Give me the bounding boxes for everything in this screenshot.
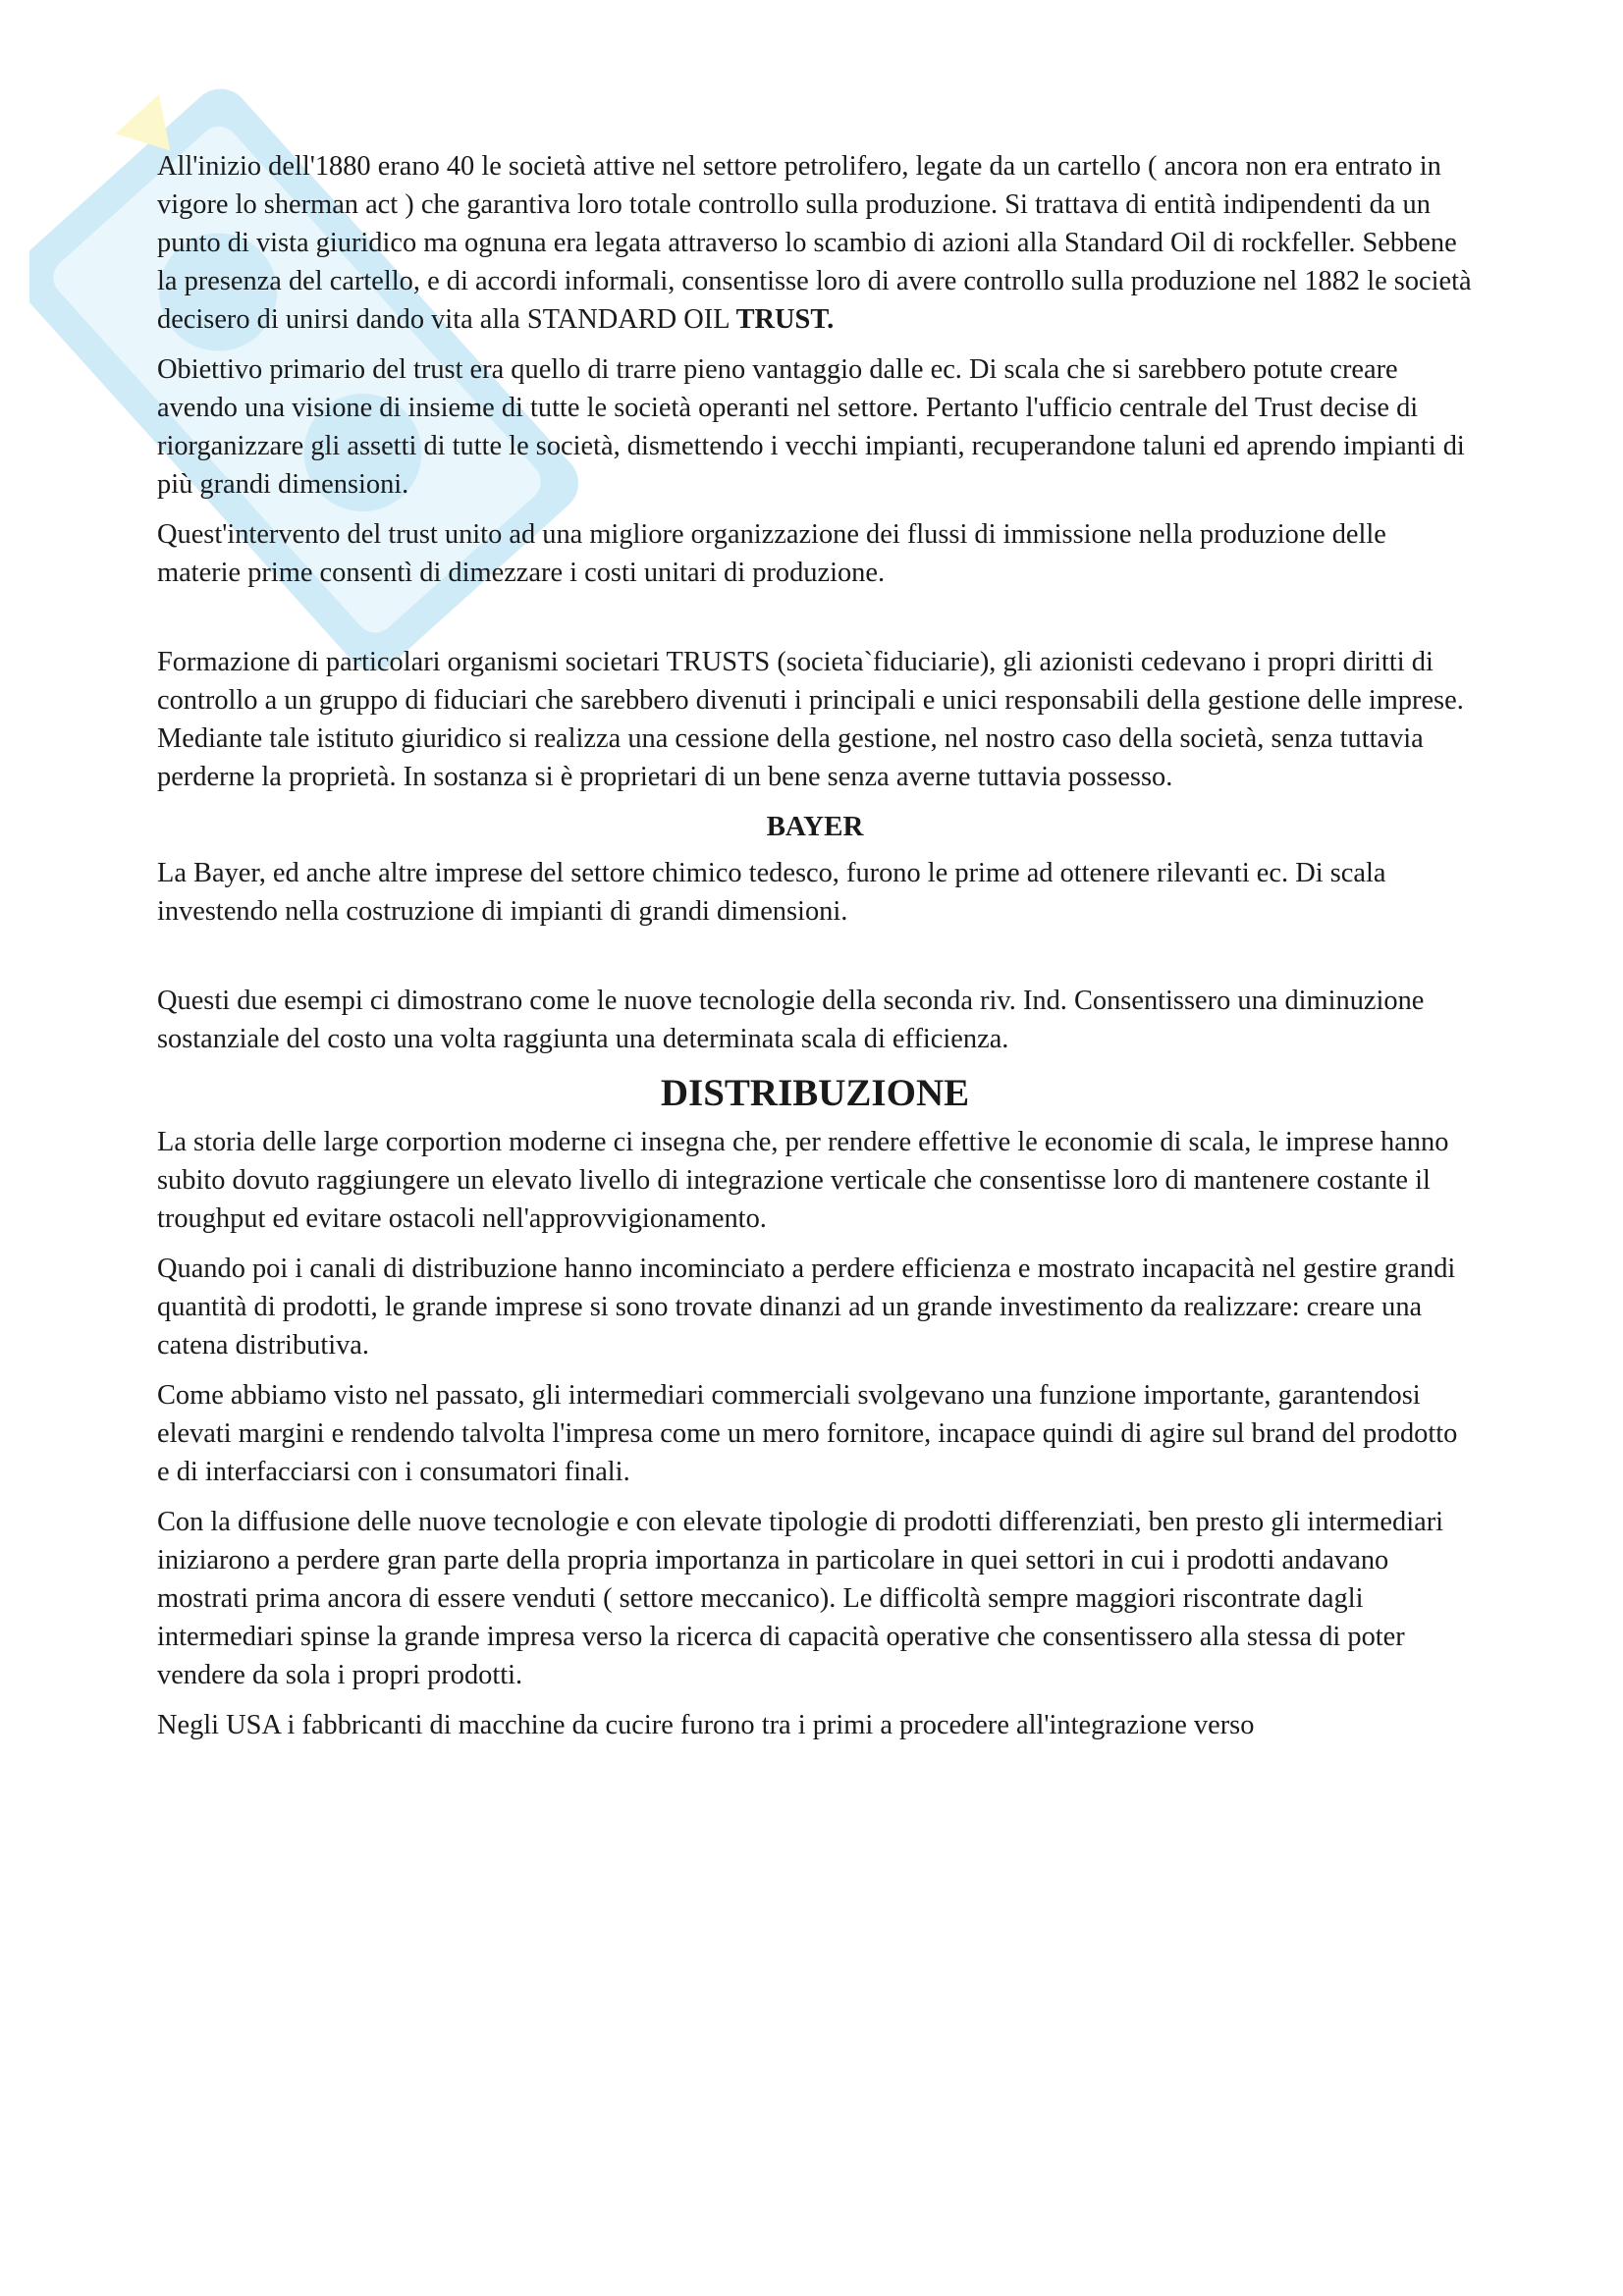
paragraph-distribution-channels: Quando poi i canali di distribuzione hanno incominciato a perdere efficienza e mostrato incapacità nel gestire grandi quantità di prodotti, le grande imprese si sono trovate dinanzi ad un grande investimento da realizzare: creare una catena distributiva. (157, 1254, 1456, 1361)
paragraph-bayer: La Bayer, ed anche altre imprese del settore chimico tedesco, furono le prime ad ottenere rilevanti ec. Di scala investendo nella costruzione di impianti di grandi dimensioni. (157, 858, 1386, 927)
paragraph-standard-oil-text: All'inizio dell'1880 erano 40 le società attive nel settore petrolifero, legate da un cartello ( ancora non era entrato in vigore lo sherman act ) che garantiva loro totale controllo sulla produzione. Si trattava di entità indipendenti da un punto di vista giuridico ma ognuna era legata attraverso lo scambio di azioni alla Standard Oil di rockfeller. Sebbene la presenza del cartello, e di accordi informali, consentisse loro di avere controllo sulla produzione nel 1882 le società decisero di unirsi dando vita alla STANDARD OIL (157, 151, 1472, 335)
heading-bayer: BAYER (766, 811, 864, 842)
paragraph-new-technologies: Con la diffusione delle nuove tecnologie e con elevate tipologie di prodotti differenziati, ben presto gli intermediari iniziarono a perdere gran parte della propria importanza in particolare in quei settori in cui i prodotti andavano mostrati prima ancora di essere venduti ( settore meccanico). Le difficoltà sempre maggiori riscontrate dagli intermediari spinse la grande impresa verso la ricerca di capacità operative che consentissero alla stessa di poter vendere da sola i propri prodotti. (157, 1507, 1444, 1690)
paragraph-trusts-formation: Formazione di particolari organismi societari TRUSTS (societa`fiduciarie), gli azionisti cedevano i propri diritti di controllo a un gruppo di fiduciari che sarebbero divenuti i principali e unici responsabili della gestione delle imprese. Mediante tale istituto giuridico si realizza una cessione della gestione, nel nostro caso della società, senza tuttavia perderne la proprietà. In sostanza si è proprietari di un bene senza averne tuttavia possesso. (157, 647, 1464, 792)
paragraph-examples: Questi due esempi ci dimostrano come le nuove tecnologie della seconda riv. Ind. Consentissero una diminuzione sostanziale del costo una volta raggiunta una determinata scala di efficienza. (157, 986, 1425, 1054)
paragraph-large-corporation: La storia delle large corportion moderne ci insegna che, per rendere effettive le economie di scala, le imprese hanno subito dovuto raggiungere un elevato livello di integrazione verticale che consentisse loro di mantenere costante il troughput ed evitare ostacoli nell'approvvigionamento. (157, 1127, 1449, 1234)
paragraph-trust-objective: Obiettivo primario del trust era quello di trarre pieno vantaggio dalle ec. Di scala che si sarebbero potute creare avendo una visione di insieme di tutte le società operanti nel settore. Pertanto l'ufficio centrale del Trust decise di riorganizzare gli assetti di tutte le società, dismettendo i vecchi impianti, recuperandone taluni ed aprendo impianti di più grandi dimensioni. (157, 354, 1465, 500)
paragraph-trust-intervention: Quest'intervento del trust unito ad una migliore organizzazione dei flussi di immissione nella produzione delle materie prime consentì di dimezzare i costi unitari di produzione. (157, 519, 1386, 588)
heading-distribuzione: DISTRIBUZIONE (660, 1072, 970, 1114)
trust-emphasis: TRUST. (735, 304, 835, 335)
paragraph-standard-oil (157, 147, 1473, 339)
document-body (157, 147, 1473, 1756)
paragraph-usa-sewing-machines: Negli USA i fabbricanti di macchine da cucire furono tra i primi a procedere all'integrazione verso (157, 1710, 1255, 1740)
paragraph-intermediaries: Come abbiamo visto nel passato, gli intermediari commerciali svolgevano una funzione importante, garantendosi elevati margini e rendendo talvolta l'impresa come un mero fornitore, incapace quindi di agire sul brand del prodotto e di interfacciarsi con i consumatori finali. (157, 1380, 1458, 1487)
